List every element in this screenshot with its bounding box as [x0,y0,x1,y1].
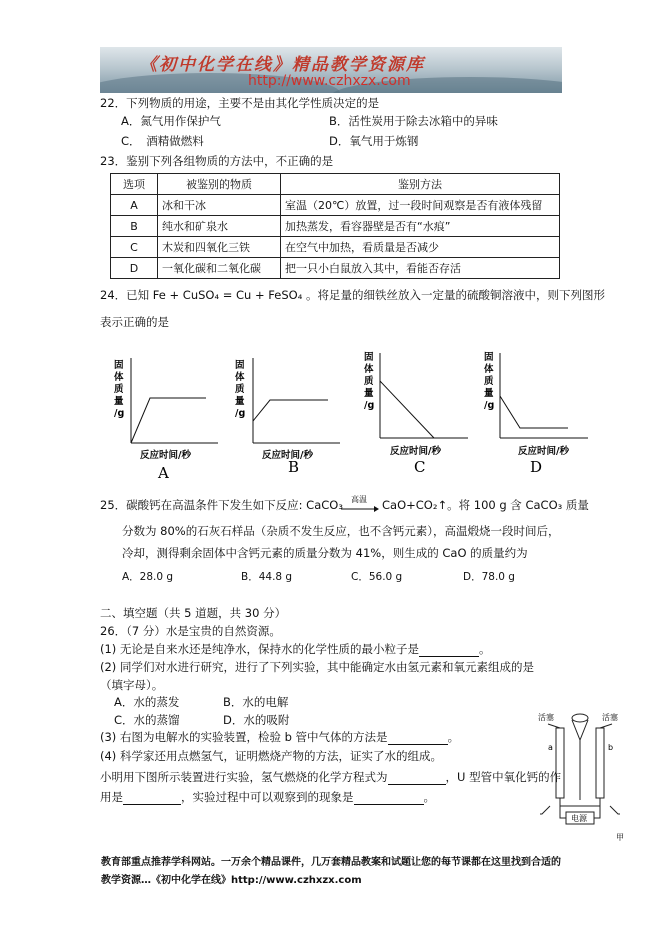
q22-option-a: A．氮气用作保护气 [121,114,221,128]
q25-condition: 高温 [351,495,367,504]
reaction-arrow-icon [340,505,380,513]
header-banner [100,47,562,93]
graph-curve [131,398,206,443]
q25-option-d: D．78.0 g [463,571,515,583]
tube-a-label: a [548,743,553,752]
answer-blank[interactable] [354,792,424,805]
q26-option-c: C．水的蒸馏 [114,713,180,727]
tube-a [556,728,564,798]
graph-ylabel: 体 [364,364,374,375]
table-row [111,216,560,237]
table-cell: 把一只小白鼠放入其中，看能否存活 [281,258,560,279]
table-cell: 室温（20℃）放置，过一段时间观察是否有液体残留 [281,195,560,216]
q24-graphs [100,348,610,483]
q26-option-d: D．水的吸附 [223,713,290,727]
table-cell: 冰和干冰 [158,195,281,216]
q26-p4: (4) 科学家还用点燃氢气，证明燃烧产物的方法，证实了水的组成。 [100,749,442,763]
graph-ylabel: 量 [364,388,374,399]
q26-p3-text: (3) 右图为电解水的实验装置，检验 b 管中气体的方法是 [100,730,388,744]
q26-p2b: （填字母）。 [100,678,164,692]
section-2-heading: 二、填空题（共 5 道题，共 30 分） [100,606,287,620]
graph-curve [253,400,328,421]
graph-ylabel: 体 [484,364,494,375]
graph-label-a: A [158,464,169,482]
graph-label-b: B [288,458,300,476]
graph-curve [500,396,568,428]
graph-ylabel: 量 [484,388,494,399]
answer-blank[interactable] [388,772,446,785]
answer-blank[interactable] [123,792,181,805]
graph-ylabel: 质 [235,384,245,395]
q26-p5-text: 小明用下图所示装置进行实验，氢气燃烧的化学方程式为 [100,770,388,784]
banner-url[interactable]: http://www.czhxzx.com [248,73,411,89]
graph-ylabel: /g [235,408,246,419]
table-row [111,237,560,258]
graph-a [114,358,218,461]
table-cell: 在空气中加热，看质量是否减少 [281,237,560,258]
answer-blank[interactable] [388,732,448,745]
tube-b-label: b [608,743,614,752]
q25-option-b: B．44.8 g [241,571,293,583]
graph-ylabel: /g [484,400,495,411]
q26-p2a: (2) 同学们对水进行研究，进行了下列实验，其中能确定水由氢元素和氧元素组成的是 [100,660,534,674]
q22-option-b: B．活性炭用于除去冰箱中的异味 [329,114,498,128]
q22-stem: 22．下列物质的用途，主要不是由其化学性质决定的是 [100,96,380,110]
q25-line3: 冷却，测得剩余固体中含钙元素的质量分数为 41%，则生成的 CaO 的质量约为 [122,546,528,560]
table-header: 被鉴别的物质 [158,174,281,195]
graph-ylabel: 体 [114,372,124,383]
q26-option-b: B．水的电解 [223,695,289,709]
q26-p1-text: (1) 无论是自来水还是纯净水，保持水的化学性质的最小粒子是 [100,642,419,656]
graph-ylabel: 质 [114,384,124,395]
graph-ylabel: /g [364,400,375,411]
q26-p5 [100,769,561,785]
graph-ylabel: 固 [235,360,245,371]
table-cell: C [111,237,158,258]
figure-label: 活塞 [602,713,618,722]
electrolysis-apparatus-figure [530,710,630,850]
q23-stem: 23．鉴别下列各组物质的方法中，不正确的是 [100,154,334,168]
figure-label: 活塞 [538,713,554,722]
banner-title: 《初中化学在线》精品教学资源库 [140,55,425,75]
table-cell: B [111,216,158,237]
tube-b [596,728,604,798]
table-row [111,195,560,216]
graph-b [235,358,340,461]
q22-option-c: C． 酒精做燃料 [121,134,204,148]
q23-table [110,173,560,279]
table-header-row [111,174,560,195]
graph-ylabel: 量 [114,396,124,407]
graph-ylabel: 体 [235,372,245,383]
table-cell: D [111,258,158,279]
table-cell: 纯水和矿泉水 [158,216,281,237]
graph-label-c: C [414,458,426,476]
q24-stem-line2: 表示正确的是 [100,315,169,329]
graph-d [484,351,588,457]
graph-ylabel: 质 [364,376,374,387]
q26-stem: 26．（7 分）水是宝贵的自然资源。 [100,624,281,638]
footer-line2: 教学资源…《初中化学在线》http://www.czhxzx.com [101,875,362,886]
q25-option-c: C．56.0 g [351,571,403,583]
graph-label-d: D [530,458,543,476]
q26-p6-end: 。 [423,790,435,804]
table-cell: A [111,195,158,216]
q26-p6 [100,789,435,805]
graph-ylabel: 量 [235,396,245,407]
q26-p1-end: 。 [478,642,491,656]
graph-ylabel: 固 [114,360,124,371]
table-cell: 加热蒸发，看容器壁是否有“水痕” [281,216,560,237]
table-cell: 一氧化碳和二氧化碳 [158,258,281,279]
graph-c [364,351,468,457]
graph-xlabel: 反应时间/秒 [140,450,191,461]
q26-p3 [100,729,459,745]
graph-ylabel: 固 [484,352,494,363]
figure-caption: 甲 [616,833,624,842]
table-header: 选项 [111,174,158,195]
q24-stem-line1: 24．已知 Fe + CuSO₄ = Cu + FeSO₄ 。将足量的细铁丝放入一定量的硫酸铜溶液中，则下列图形 [100,288,605,302]
q26-option-a: A．水的蒸发 [114,695,180,709]
graph-xlabel: 反应时间/秒 [390,446,441,457]
q25-line1-a: 25．碳酸钙在高温条件下发生如下反应: CaCO₃ [100,498,343,512]
q22-option-d: D．氧气用于炼钢 [329,134,419,148]
table-header: 鉴别方法 [281,174,560,195]
graph-ylabel: /g [114,408,125,419]
footer-line1: 教育部重点推荐学科网站。一万余个精品课件，几万套精品教案和试题让您的每节课都在这里找到合适的 [101,857,561,868]
graph-ylabel: 质 [484,376,494,387]
q26-p6-text-b: ，实验过程中可以观察到的现象是 [181,790,354,804]
graph-xlabel: 反应时间/秒 [262,450,313,461]
graph-ylabel: 固 [364,352,374,363]
q25-line2: 分数为 80%的石灰石样品（杂质不发生反应，也不含钙元素），高温煅烧一段时间后， [122,524,560,538]
power-source-label: 电源 [571,814,587,823]
q26-p6-text: 用是 [100,790,123,804]
q25-line1-b: CaO+CO₂↑。将 100 g 含 CaCO₃ 质量 [382,498,589,512]
q26-p5-text-b: ，U 型管中氧化钙的作 [445,770,562,784]
table-cell: 木炭和四氧化三铁 [158,237,281,258]
q25-option-a: A．28.0 g [122,571,174,583]
answer-blank[interactable] [419,644,479,657]
q26-p3-end: 。 [447,730,460,744]
reservoir-bulb [572,714,588,722]
graph-curve [380,381,434,438]
table-row [111,258,560,279]
graph-xlabel: 反应时间/秒 [518,446,569,457]
q26-p1 [100,641,490,657]
